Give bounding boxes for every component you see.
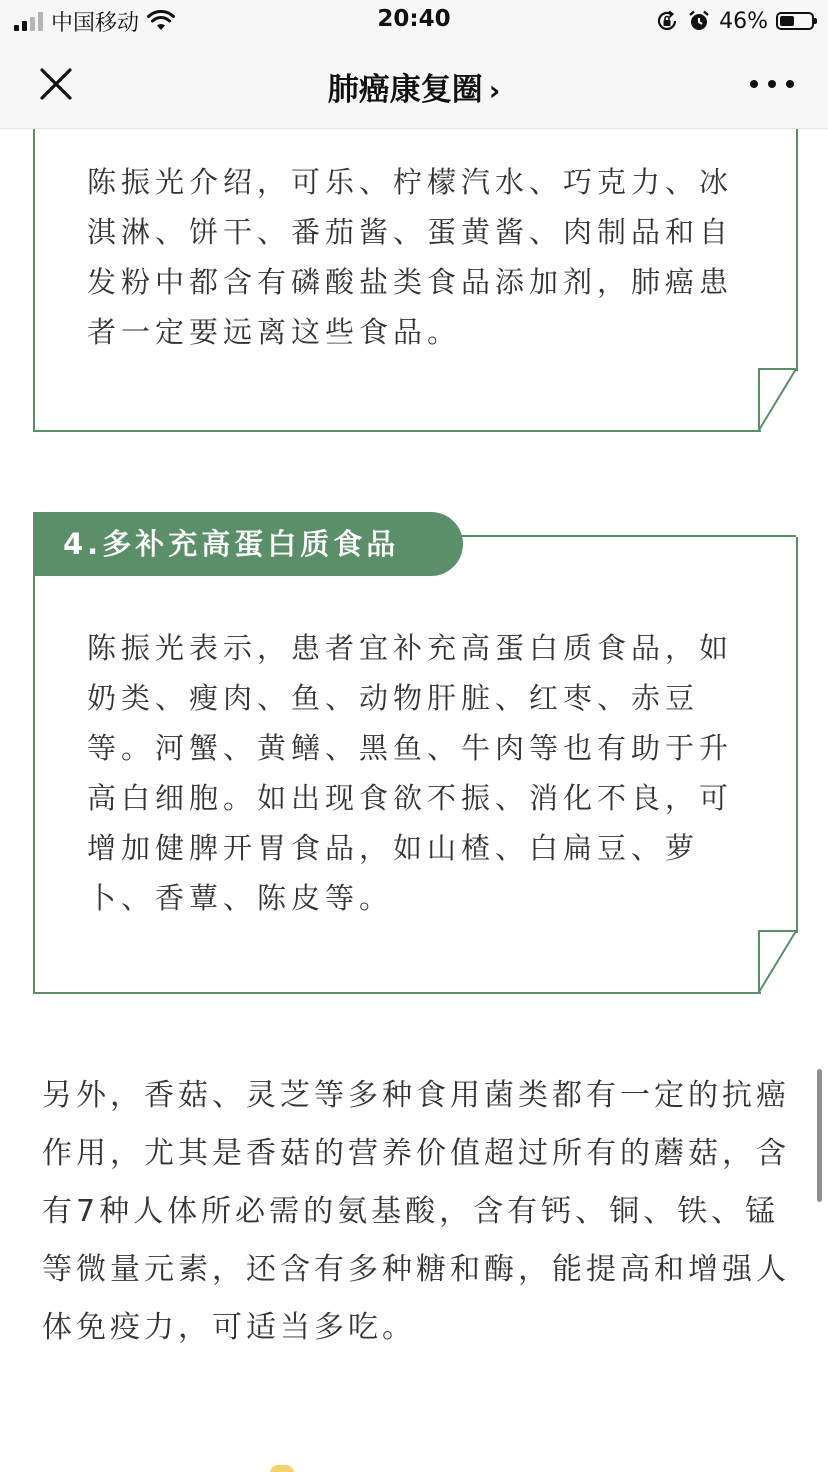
body-paragraph: 另外，香菇、灵芝等多种食用菌类都有一定的抗癌作用，尤其是香菇的营养价值超过所有的蘑菇，含有7种人体所必需的氨基酸，含有钙、铜、铁、锰等微量元素，还含有多种糖和酶，能提高和增强人体免疫力，可适当多吃。 [42, 1078, 790, 1345]
more-icon-dot [768, 80, 776, 88]
card-border [796, 537, 798, 933]
carrier-label: 中国移动 [51, 10, 140, 36]
card-border [796, 129, 798, 371]
article-content[interactable] [0, 129, 828, 1472]
battery-percent: 46% [719, 8, 768, 34]
card-border [33, 992, 761, 994]
emoji-icon [270, 1465, 294, 1472]
page-fold-corner [758, 368, 796, 430]
page-fold-corner [758, 930, 796, 992]
battery-icon [776, 12, 814, 30]
chevron-right-icon: › [488, 74, 501, 107]
status-bar [0, 0, 828, 42]
account-title-link[interactable] [0, 64, 828, 109]
card-text: 陈振光表示，患者宜补充高蛋白质食品，如奶类、瘦肉、鱼、动物肝脏、红枣、赤豆等。河蟹、黄鳝、黑鱼、牛肉等也有助于升高白细胞。如出现食欲不振、消化不良，可增加健脾开胃食品，如山楂、白扁豆、萝卜、香蕈、陈皮等。 [87, 631, 734, 915]
scrollbar[interactable] [817, 1069, 822, 1202]
nav-bar [0, 42, 828, 129]
note-card-4 [33, 535, 796, 992]
more-icon-dot [786, 80, 794, 88]
status-time: 20:40 [377, 6, 451, 32]
more-icon [750, 80, 758, 88]
more-button[interactable] [750, 72, 794, 96]
account-title: 肺癌康复圈 [327, 72, 483, 108]
battery-level-fill [780, 16, 794, 26]
note-card-3 [33, 129, 796, 430]
orientation-lock-icon [655, 9, 679, 33]
card-border [33, 430, 761, 432]
section-heading-4: 4.多补充高蛋白质食品 [33, 512, 463, 576]
status-right [655, 6, 814, 36]
card-text: 陈振光介绍，可乐、柠檬汽水、巧克力、冰淇淋、饼干、番茄酱、蛋黄酱、肉制品和自发粉中都含有磷酸盐类食品添加剂，肺癌患者一定要远离这些食品。 [87, 165, 734, 349]
alarm-icon [687, 9, 711, 33]
